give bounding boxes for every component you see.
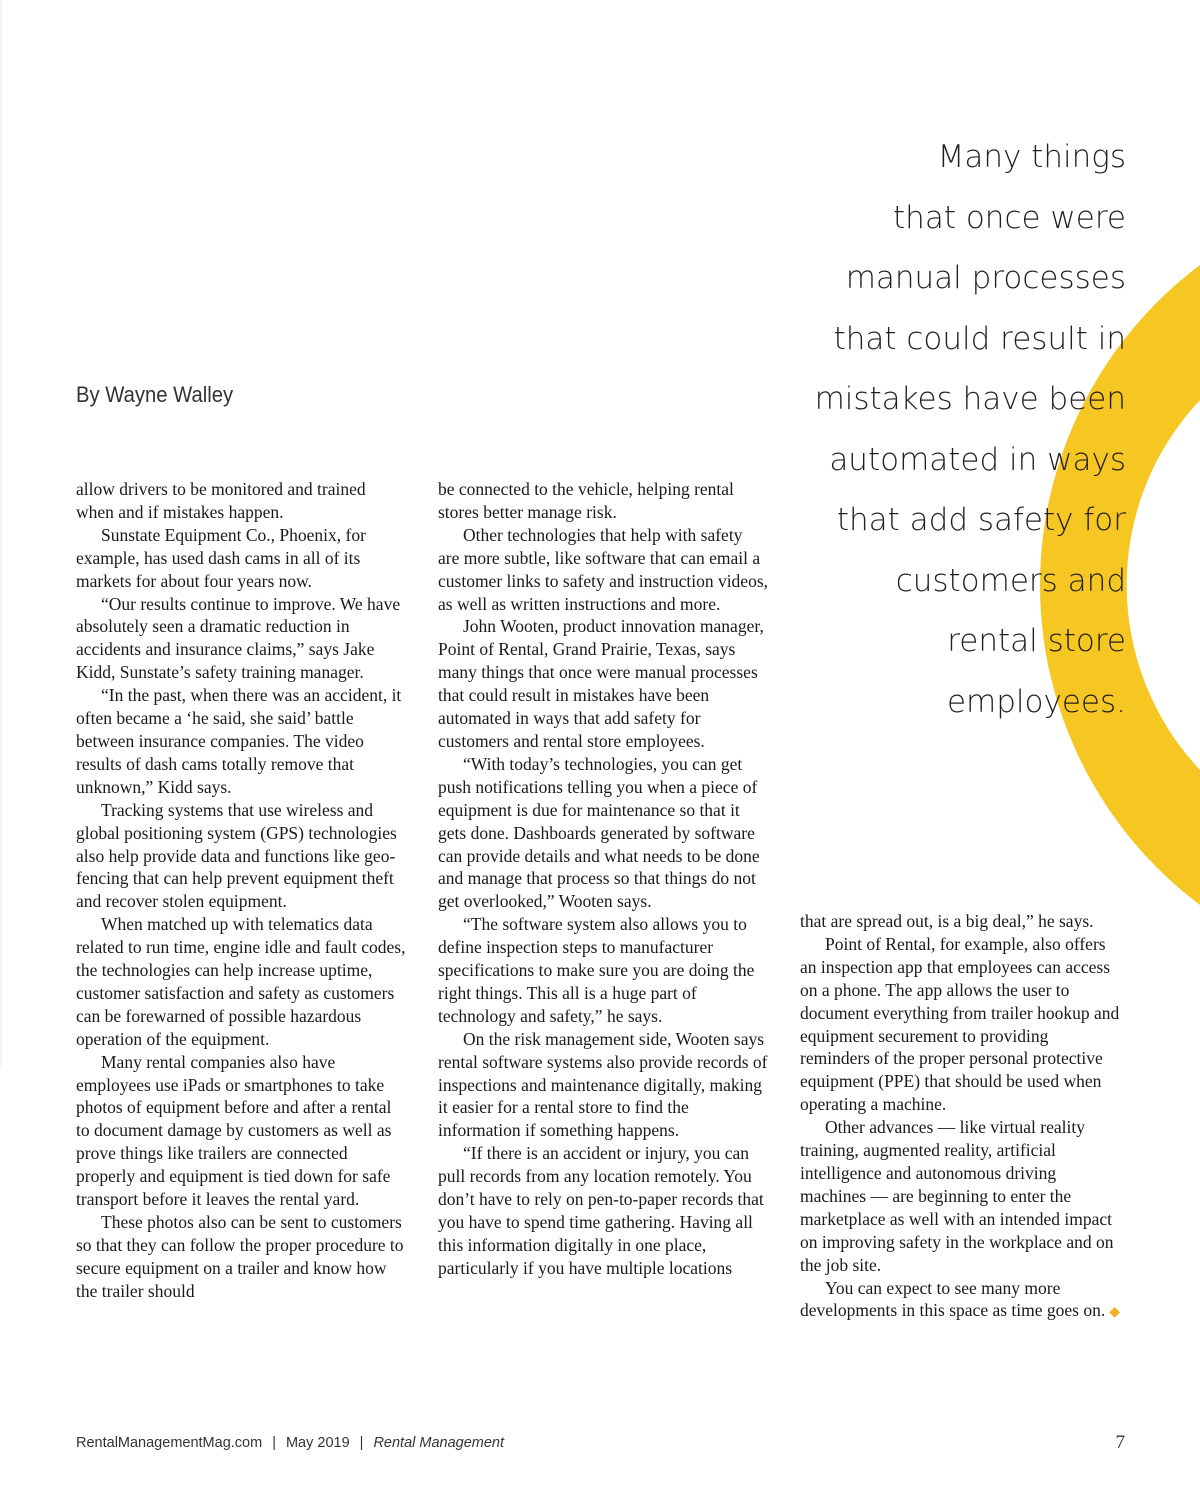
paragraph: Many rental companies also have employees use iPads or smartphones to take photos of equipment before and after a rental to document damage by customers as well as prove things like trailers are connected properly and equipment is tied down for safe transport before it leaves the rental yard. — [76, 1051, 392, 1210]
paragraph: These photos also can be sent to customers so that they can follow the proper procedure to secure equipment on a trailer and know how the trailer should — [76, 1212, 404, 1301]
article-column-1 — [76, 478, 406, 1303]
paragraph: “With today’s technologies, you can get push notifications telling you when a piece of equipment is due for maintenance so that it gets done. Dashboards generated by software can provide details and what needs to be done and manage that process so that things do not get overlooked,” Wooten says. — [438, 753, 760, 912]
paragraph: allow drivers to be monitored and trained when and if mistakes happen. — [76, 479, 366, 522]
paragraph: Other advances — like virtual reality training, augmented reality, artificial intelligence and autonomous driving machines — are beginning to enter the marketplace as well with an intended impact on improving safety in the workplace and on the job site. — [800, 1117, 1114, 1275]
pull-quote-line: rental store — [947, 623, 1126, 659]
paragraph: be connected to the vehicle, helping rental stores better manage risk. — [438, 479, 734, 522]
pull-quote-line: automated in ways — [829, 441, 1126, 478]
paragraph: John Wooten, product innovation manager, Point of Rental, Grand Prairie, Texas, says many things that once were manual processes that could result in mistakes have been automated in ways that add safety for customers and rental store employees. — [438, 616, 764, 751]
paragraph: When matched up with telematics data related to run time, engine idle and fault codes, the technologies can help increase uptime, customer satisfaction and safety as customers can be forewarned of possible hazardous operation of the equipment. — [76, 914, 406, 1049]
pull-quote-line: employees. — [946, 683, 1126, 720]
paragraph: Sunstate Equipment Co., Phoenix, for example, has used dash cams in all of its markets for about four years now. — [76, 524, 366, 591]
pull-quote-line: manual processes — [845, 260, 1126, 296]
pull-quote-line: that add safety for — [836, 502, 1126, 538]
article-column-3 — [800, 910, 1120, 1325]
end-mark-diamond-icon: ◆ — [1109, 1305, 1120, 1321]
pull-quote-line: that could result in — [833, 320, 1126, 357]
paragraph: “In the past, when there was an accident, it often became a ‘he said, she said’ battle between insurance companies. The video results of dash cams totally remove that unknown,” Kidd says. — [76, 685, 402, 797]
footer-publication: Rental Management — [373, 1435, 505, 1451]
paragraph — [800, 1277, 1120, 1326]
pull-quote-line: mistakes have been — [814, 381, 1126, 417]
page-footer — [76, 1435, 1126, 1451]
footer-site: RentalManagementMag.com — [76, 1435, 263, 1451]
paragraph: “Our results continue to improve. We have absolutely seen a dramatic reduction in accidents and insurance claims,” says Jake Kidd, Sunstate’s safety training manager. — [76, 593, 401, 683]
page-number: 7 — [1115, 1432, 1125, 1453]
paragraph: “If there is an accident or injury, you can pull records from any location remotely. You don’t have to rely on pen-to-paper records that you have to spend time gathering. Having all this information digitally in one place, particularly if you have multiple locations — [438, 1143, 764, 1278]
paragraph: Point of Rental, for example, also offers an inspection app that employees can access on a phone. The app allows the user to document everything from trailer hookup and equipment securement to providing reminders of the proper personal protective equipment (PPE) that should be used when operating a machine. — [800, 933, 1120, 1115]
footer-separator: | — [359, 1435, 364, 1451]
pull-quote-line: Many things — [937, 139, 1126, 175]
pull-quote-line: that once were — [893, 199, 1126, 236]
paragraph: Tracking systems that use wireless and global positioning system (GPS) technologies also help provide data and functions like geo-fencing that can help prevent equipment theft and recover stolen equipment. — [76, 799, 397, 912]
paragraph: On the risk management side, Wooten says rental software systems also provide records of inspections and maintenance digitally, making it easier for a rental store to find the information if something happens. — [438, 1028, 768, 1141]
footer-date: May 2019 — [285, 1435, 350, 1451]
pull-quote-line: customers and — [895, 562, 1126, 599]
paragraph: Other technologies that help with safety are more subtle, like software that can email a customer links to safety and instruction videos, as well as written instructions and more. — [438, 524, 769, 614]
article-column-2 — [438, 478, 768, 1280]
paragraph: “The software system also allows you to define inspection steps to manufacturer specifications to make sure you are doing the right things. This all is a huge part of technology and safety,” he says. — [438, 914, 755, 1026]
byline: By Wayne Walley — [76, 382, 234, 407]
paragraph-text: You can expect to see many more developments in this space as time goes on. — [800, 1277, 1106, 1321]
footer-separator: | — [272, 1435, 276, 1451]
paragraph: that are spread out, is a big deal,” he says. — [800, 911, 1094, 931]
